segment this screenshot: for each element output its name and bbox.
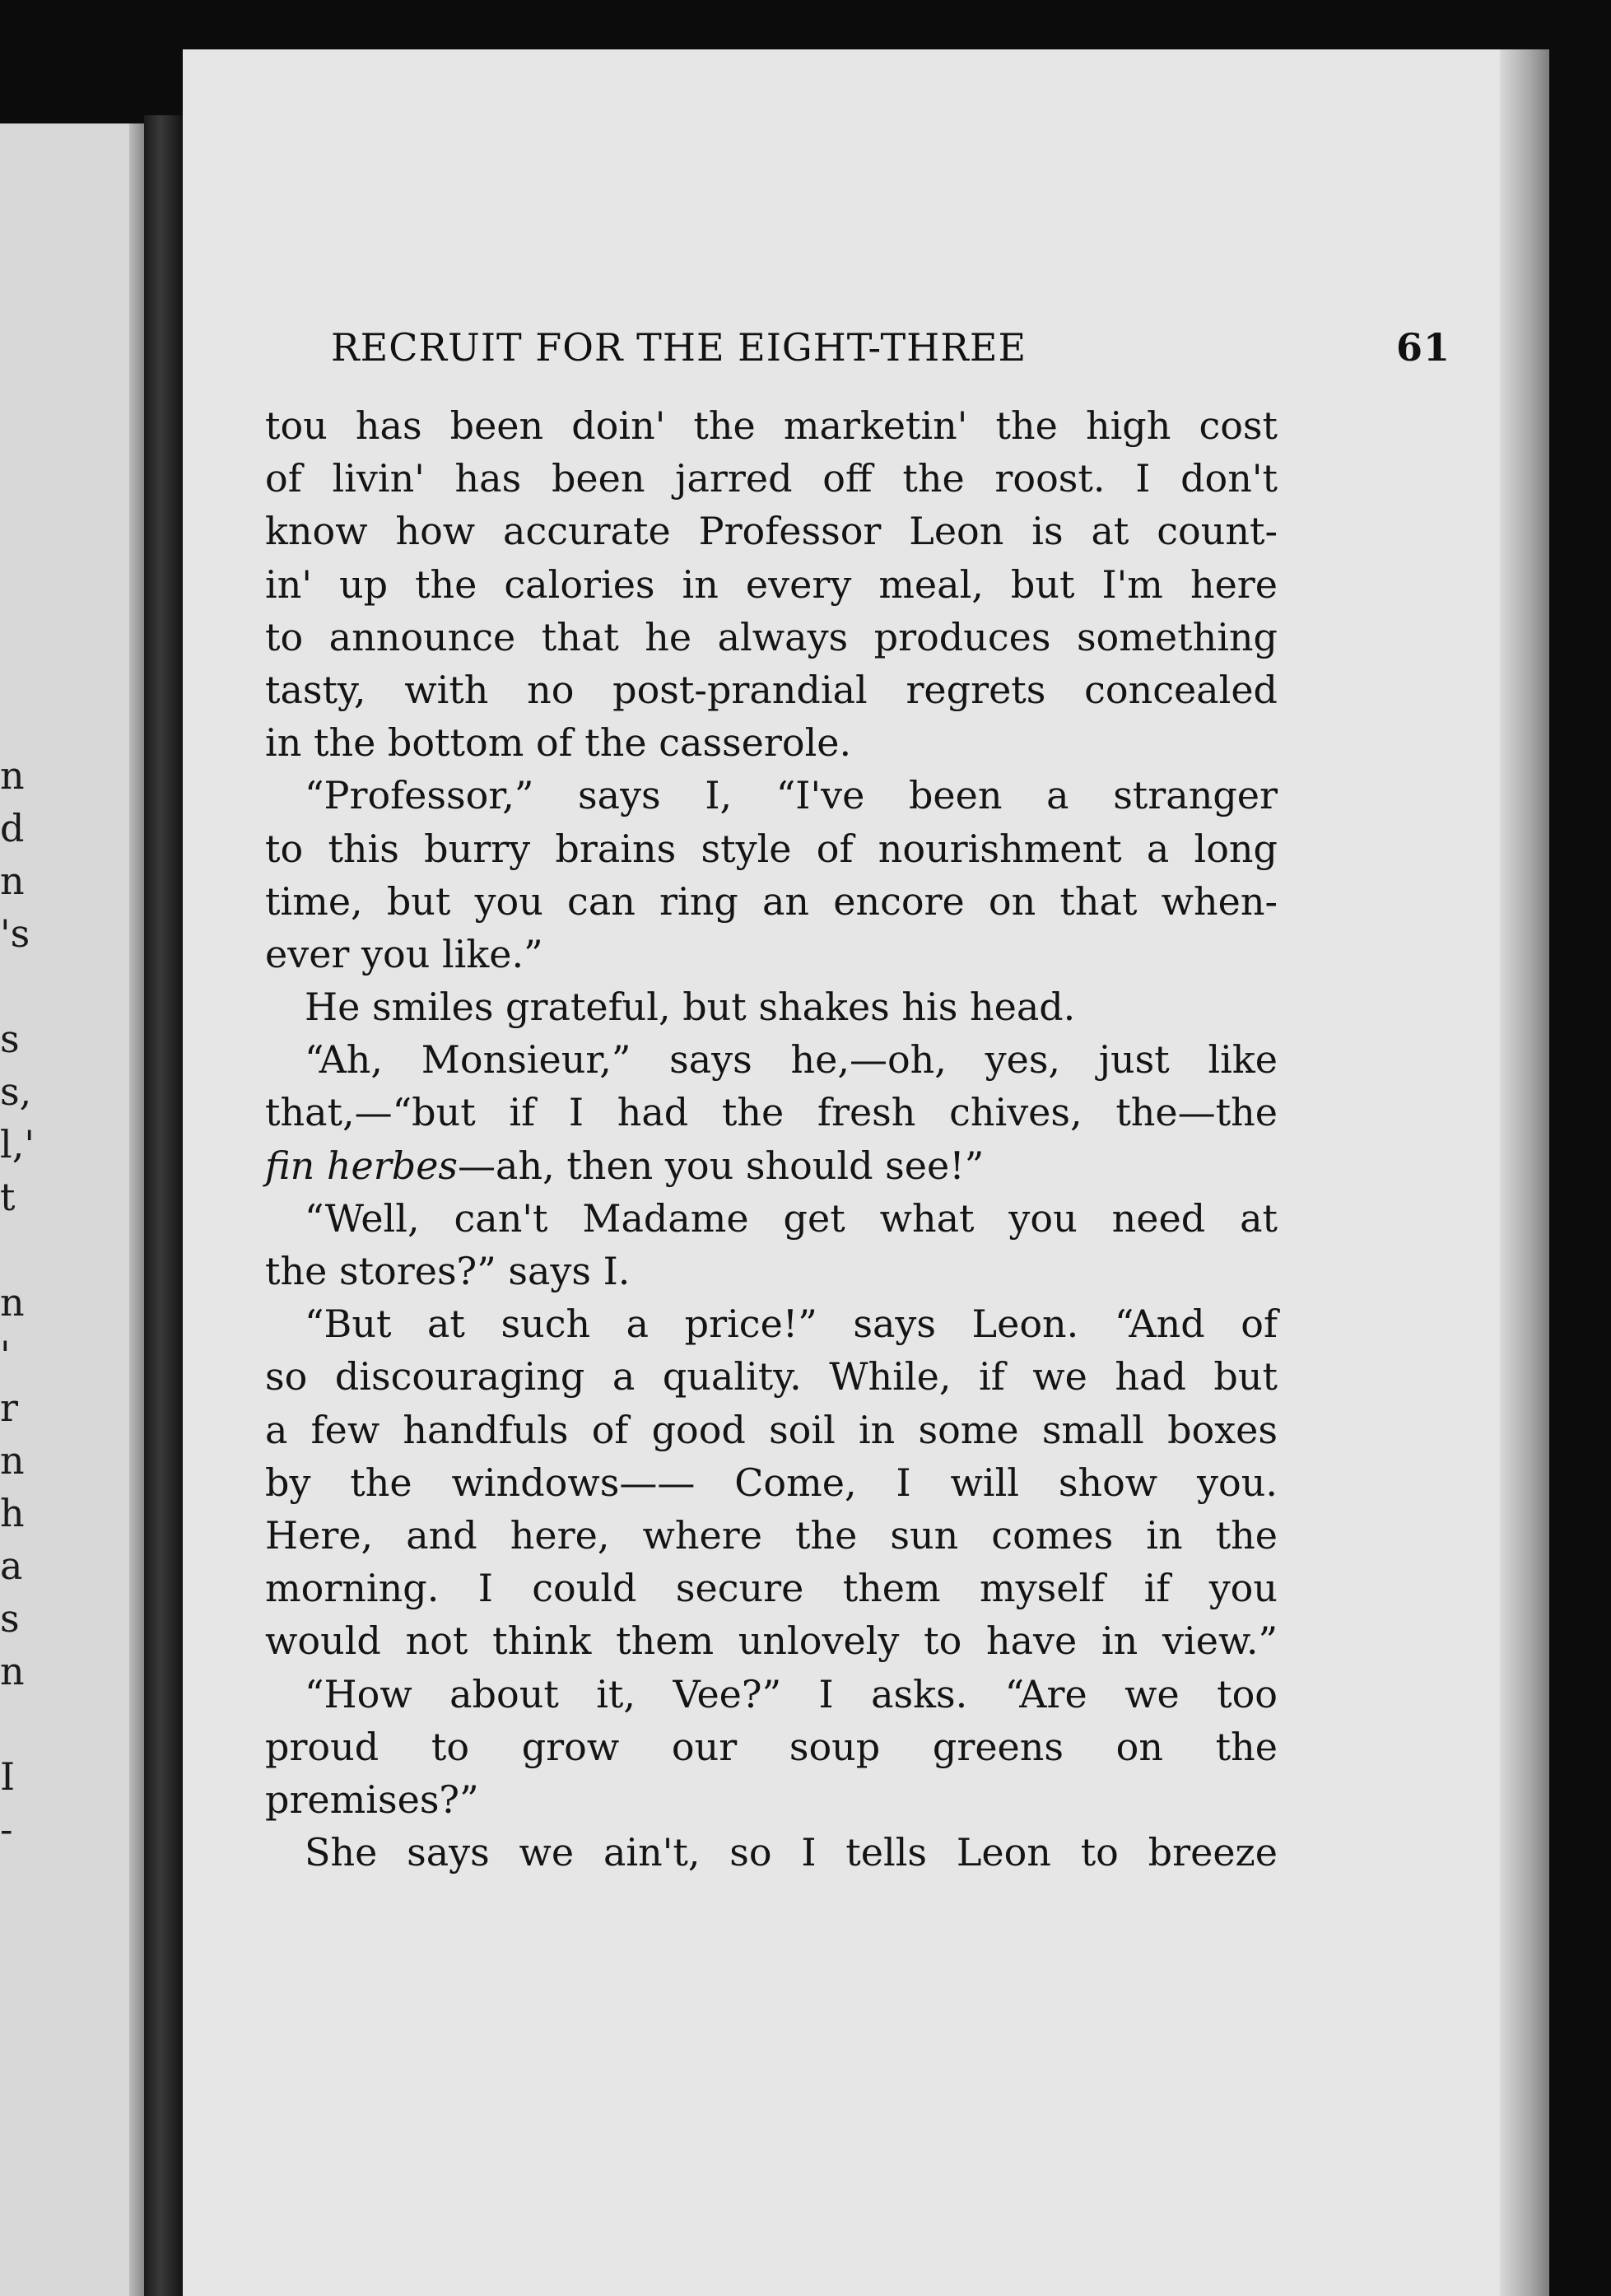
text-line-content: proud to grow our soup greens on the [265,1724,1278,1769]
left-page-fragment: s, [0,1069,32,1114]
text-line-content: know how accurate Professor Leon is at count- [265,509,1278,554]
left-page-text-fragments [0,749,49,1856]
left-page-fragment: l,' [0,1122,35,1167]
italic-phrase: fin herbes [265,1143,459,1188]
text-line [265,1826,1278,1879]
left-page-fragment: r [0,1386,18,1430]
text-line [265,1668,1278,1721]
text-line-content: “Well, can't Madame get what you need at [305,1195,1278,1241]
left-page-fragment: n [0,1649,25,1693]
left-page-fragment: d [0,806,25,850]
text-line-content: morning. I could secure them myself if you [265,1566,1278,1611]
text-line-content: tasty, with no post-prandial regrets concealed [265,667,1278,712]
text-line [265,1562,1278,1614]
text-line [265,1721,1278,1773]
text-line [265,1086,1278,1139]
text-line-content: so discouraging a quality. While, if we had but [265,1354,1278,1399]
text-line-content: “Professor,” says I, “I've been a stranger [305,773,1278,818]
text-line [265,1033,1278,1086]
text-line-content: to announce that he always produces something [265,614,1278,659]
left-page-fragment [0,1223,49,1276]
text-line-content: by the windows—— Come, I will show you. [265,1460,1278,1505]
book-page [183,49,1549,2296]
text-line [265,664,1278,716]
left-page-fragment [0,960,49,1013]
left-page-fragment: s [0,1596,20,1641]
text-line-content: in' up the calories in every meal, but I'm here [265,561,1278,607]
left-page-fragment: n [0,753,25,798]
text-line [265,1350,1278,1403]
text-line [265,980,1278,1033]
text-line-content: —ah, then you should see!” [458,1143,985,1188]
text-line-content: Here, and here, where the sun comes in the [265,1512,1278,1558]
text-line [265,505,1278,557]
text-line [265,1192,1278,1245]
text-line-content: “Ah, Monsieur,” says he,—oh, yes, just like [305,1037,1278,1083]
text-line-content: the stores?” says I. [265,1249,631,1293]
left-page-fragment: 's [0,911,30,956]
page-fore-edge [1500,49,1549,2296]
text-line [265,769,1278,822]
text-line [265,822,1278,875]
text-line [265,1404,1278,1456]
page-number: 61 [1395,325,1450,370]
left-page-fragment: I [0,1754,16,1799]
text-line [265,558,1278,611]
text-line-content: a few handfuls of good soil in some small boxes [265,1407,1278,1452]
text-line-content: would not think them unlovely to have in view.” [265,1618,1278,1664]
left-page-fragment: n [0,1438,25,1483]
left-page-edge [129,123,144,2296]
text-line [265,1509,1278,1562]
text-line [265,611,1278,664]
book-gutter [144,115,185,2296]
text-line [265,1245,1278,1297]
text-line [265,1773,1278,1826]
left-page-fragment: ' [0,1333,11,1377]
body-text [265,399,1278,1879]
left-page-fragment: - [0,1807,13,1851]
text-line [265,1297,1278,1350]
text-line-content: to this burry brains style of nourishment a long [265,826,1278,871]
text-line-content: in the bottom of the casserole. [265,720,852,766]
text-line [265,928,1278,980]
text-line-content: premises?” [265,1777,479,1822]
text-line-content: “How about it, Vee?” I asks. “Are we too [305,1671,1278,1716]
left-page-fragment: n [0,1280,25,1325]
text-line-content: of livin' has been jarred off the roost. I don't [265,456,1278,501]
text-line [265,1456,1278,1509]
left-page-fragment [0,1698,49,1750]
text-line-content: ever you like.” [265,931,543,976]
left-page-fragment: s [0,1017,20,1061]
left-page-fragment: n [0,859,25,903]
text-line-content: She says we ain't, so I tells Leon to breeze [305,1830,1278,1875]
text-line [265,875,1278,928]
left-page-fragment: a [0,1544,23,1588]
left-page-fragment: h [0,1491,25,1535]
running-head-title: RECRUIT FOR THE EIGHT-THREE [331,325,1027,370]
text-line [265,399,1278,452]
left-facing-page [0,123,144,2296]
text-line-content: that,—“but if I had the fresh chives, the—the [265,1090,1278,1135]
text-line [265,1139,1278,1192]
text-line [265,1614,1278,1667]
running-head [331,325,1450,370]
left-page-fragment: t [0,1175,16,1219]
text-line [265,716,1278,769]
text-line-content: tou has been doin' the marketin' the high cost [265,403,1278,448]
text-line-content: “But at such a price!” says Leon. “And of [305,1302,1278,1347]
text-line [265,452,1278,505]
text-line-content: time, but you can ring an encore on that when- [265,878,1278,924]
text-line-content: He smiles grateful, but shakes his head. [305,985,1076,1030]
